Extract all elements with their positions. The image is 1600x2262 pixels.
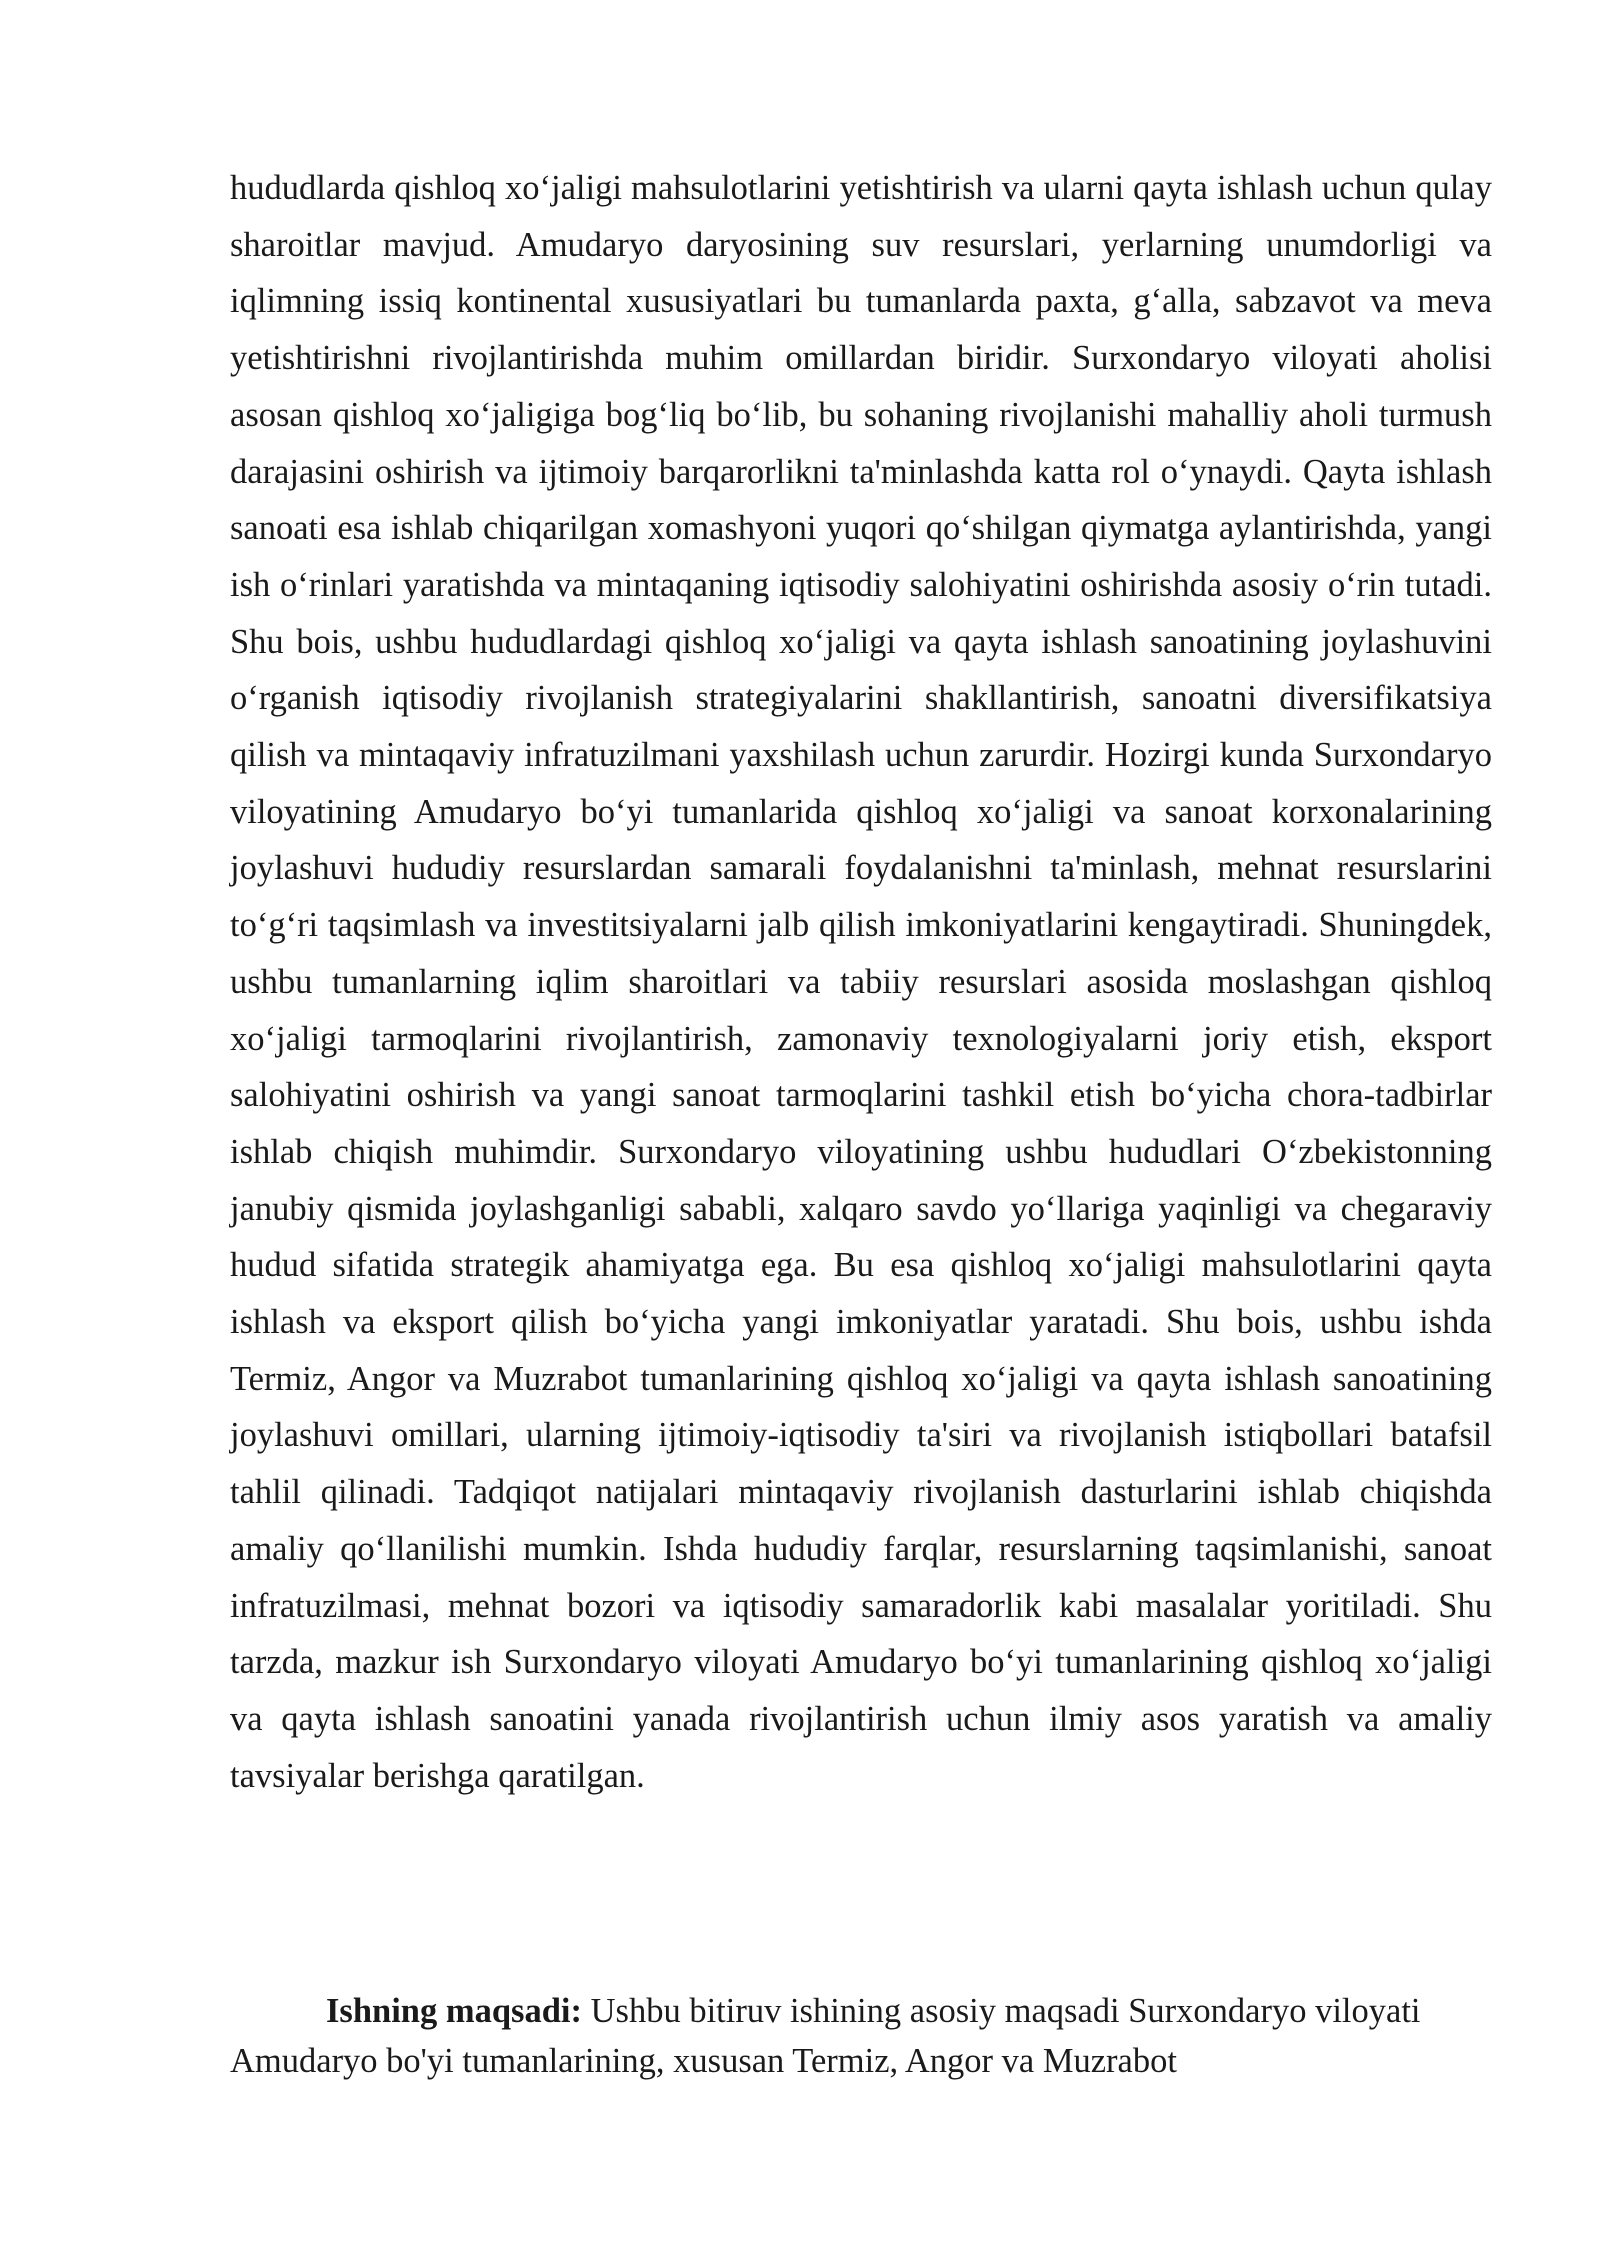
goal-label: Ishning maqsadi:: [326, 1992, 582, 2030]
body-paragraph: hududlarda qishloq xo‘jaligi mahsulotlarini yetishtirish va ularni qayta ishlash uchun qulay sharoitlar mavjud. Amudaryo daryosining suv resurslari, yerlarning unumdorligi va iqlimning issiq kontinental xususiyatlari bu tumanlarda paxta, g‘alla, sabzavot va meva yetishtirishni rivojlantirishda muhim omillardan biridir. Surxondaryo viloyati aholisi asosan qishloq xo‘jaligiga bog‘liq bo‘lib, bu sohaning rivojlanishi mahalliy aholi turmush darajasini oshirish va ijtimoiy barqarorlikni ta'minlashda katta rol o‘ynaydi. Qayta ishlash sanoati esa ishlab chiqarilgan xomashyoni yuqori qo‘shilgan qiymatga aylantirishda, yangi ish o‘rinlari yaratishda va mintaqaning iqtisodiy salohiyatini oshirishda asosiy o‘rin tutadi. Shu bois, ushbu hududlardagi qishloq xo‘jaligi va qayta ishlash sanoatining joylashuvini o‘rganish iqtisodiy rivojlanish strategiyalarini shakllantirish, sanoatni diversifikatsiya qilish va mintaqaviy infratuzilmani yaxshilash uchun zarurdir. Hozirgi kunda Surxondaryo viloyatining Amudaryo bo‘yi tumanlarida qishloq xo‘jaligi va sanoat korxonalarining joylashuvi hududiy resurslardan samarali foydalanishni ta'minlash, mehnat resurslarini to‘g‘ri taqsimlash va investitsiyalarni jalb qilish imkoniyatlarini kengaytiradi. Shuningdek, ushbu tumanlarning iqlim sharoitlari va tabiiy resurslari asosida moslashgan qishloq xo‘jaligi tarmoqlarini rivojlantirish, zamonaviy texnologiyalarni joriy etish, eksport salohiyatini oshirish va yangi sanoat tarmoqlarini tashkil etish bo‘yicha chora-tadbirlar ishlab chiqish muhimdir. Surxondaryo viloyatining ushbu hududlari O‘zbekistonning janubiy qismida joylashganligi sababli, xalqaro savdo yo‘llariga yaqinligi va chegaraviy hudud sifatida strategik ahamiyatga ega. Bu esa qishloq xo‘jaligi mahsulotlarini qayta ishlash va eksport qilish bo‘yicha yangi imkoniyatlar yaratadi. Shu bois, ushbu ishda Termiz, Angor va Muzrabot tumanlarining qishloq xo‘jaligi va qayta ishlash sanoatining joylashuvi omillari, ularning ijtimoiy-iqtisodiy ta'siri va rivojlanish istiqbollari batafsil tahlil qilinadi. Tadqiqot natijalari mintaqaviy rivojlanish dasturlarini ishlab chiqishda amaliy qo‘llanilishi mumkin. Ishda hududiy farqlar, resurslarning taqsimlanishi, sanoat infratuzilmasi, mehnat bozori va iqtisodiy samaradorlik kabi masalalar yoritiladi. Shu tarzda, mazkur ish Surxondaryo viloyati Amudaryo bo‘yi tumanlarining qishloq xo‘jaligi va qayta ishlash sanoatini yanada rivojlantirish uchun ilmiy asos yaratish va amaliy tavsiyalar berishga qaratilgan.: [230, 169, 1492, 1795]
goal-text: Ushbu bitiruv ishining asosiy maqsadi Surxondaryo viloyati Amudaryo bo'yi tumanlarining, xususan Termiz, Angor va Muzrabot: [230, 1992, 1421, 2080]
goal-paragraph: [230, 1986, 1492, 2086]
